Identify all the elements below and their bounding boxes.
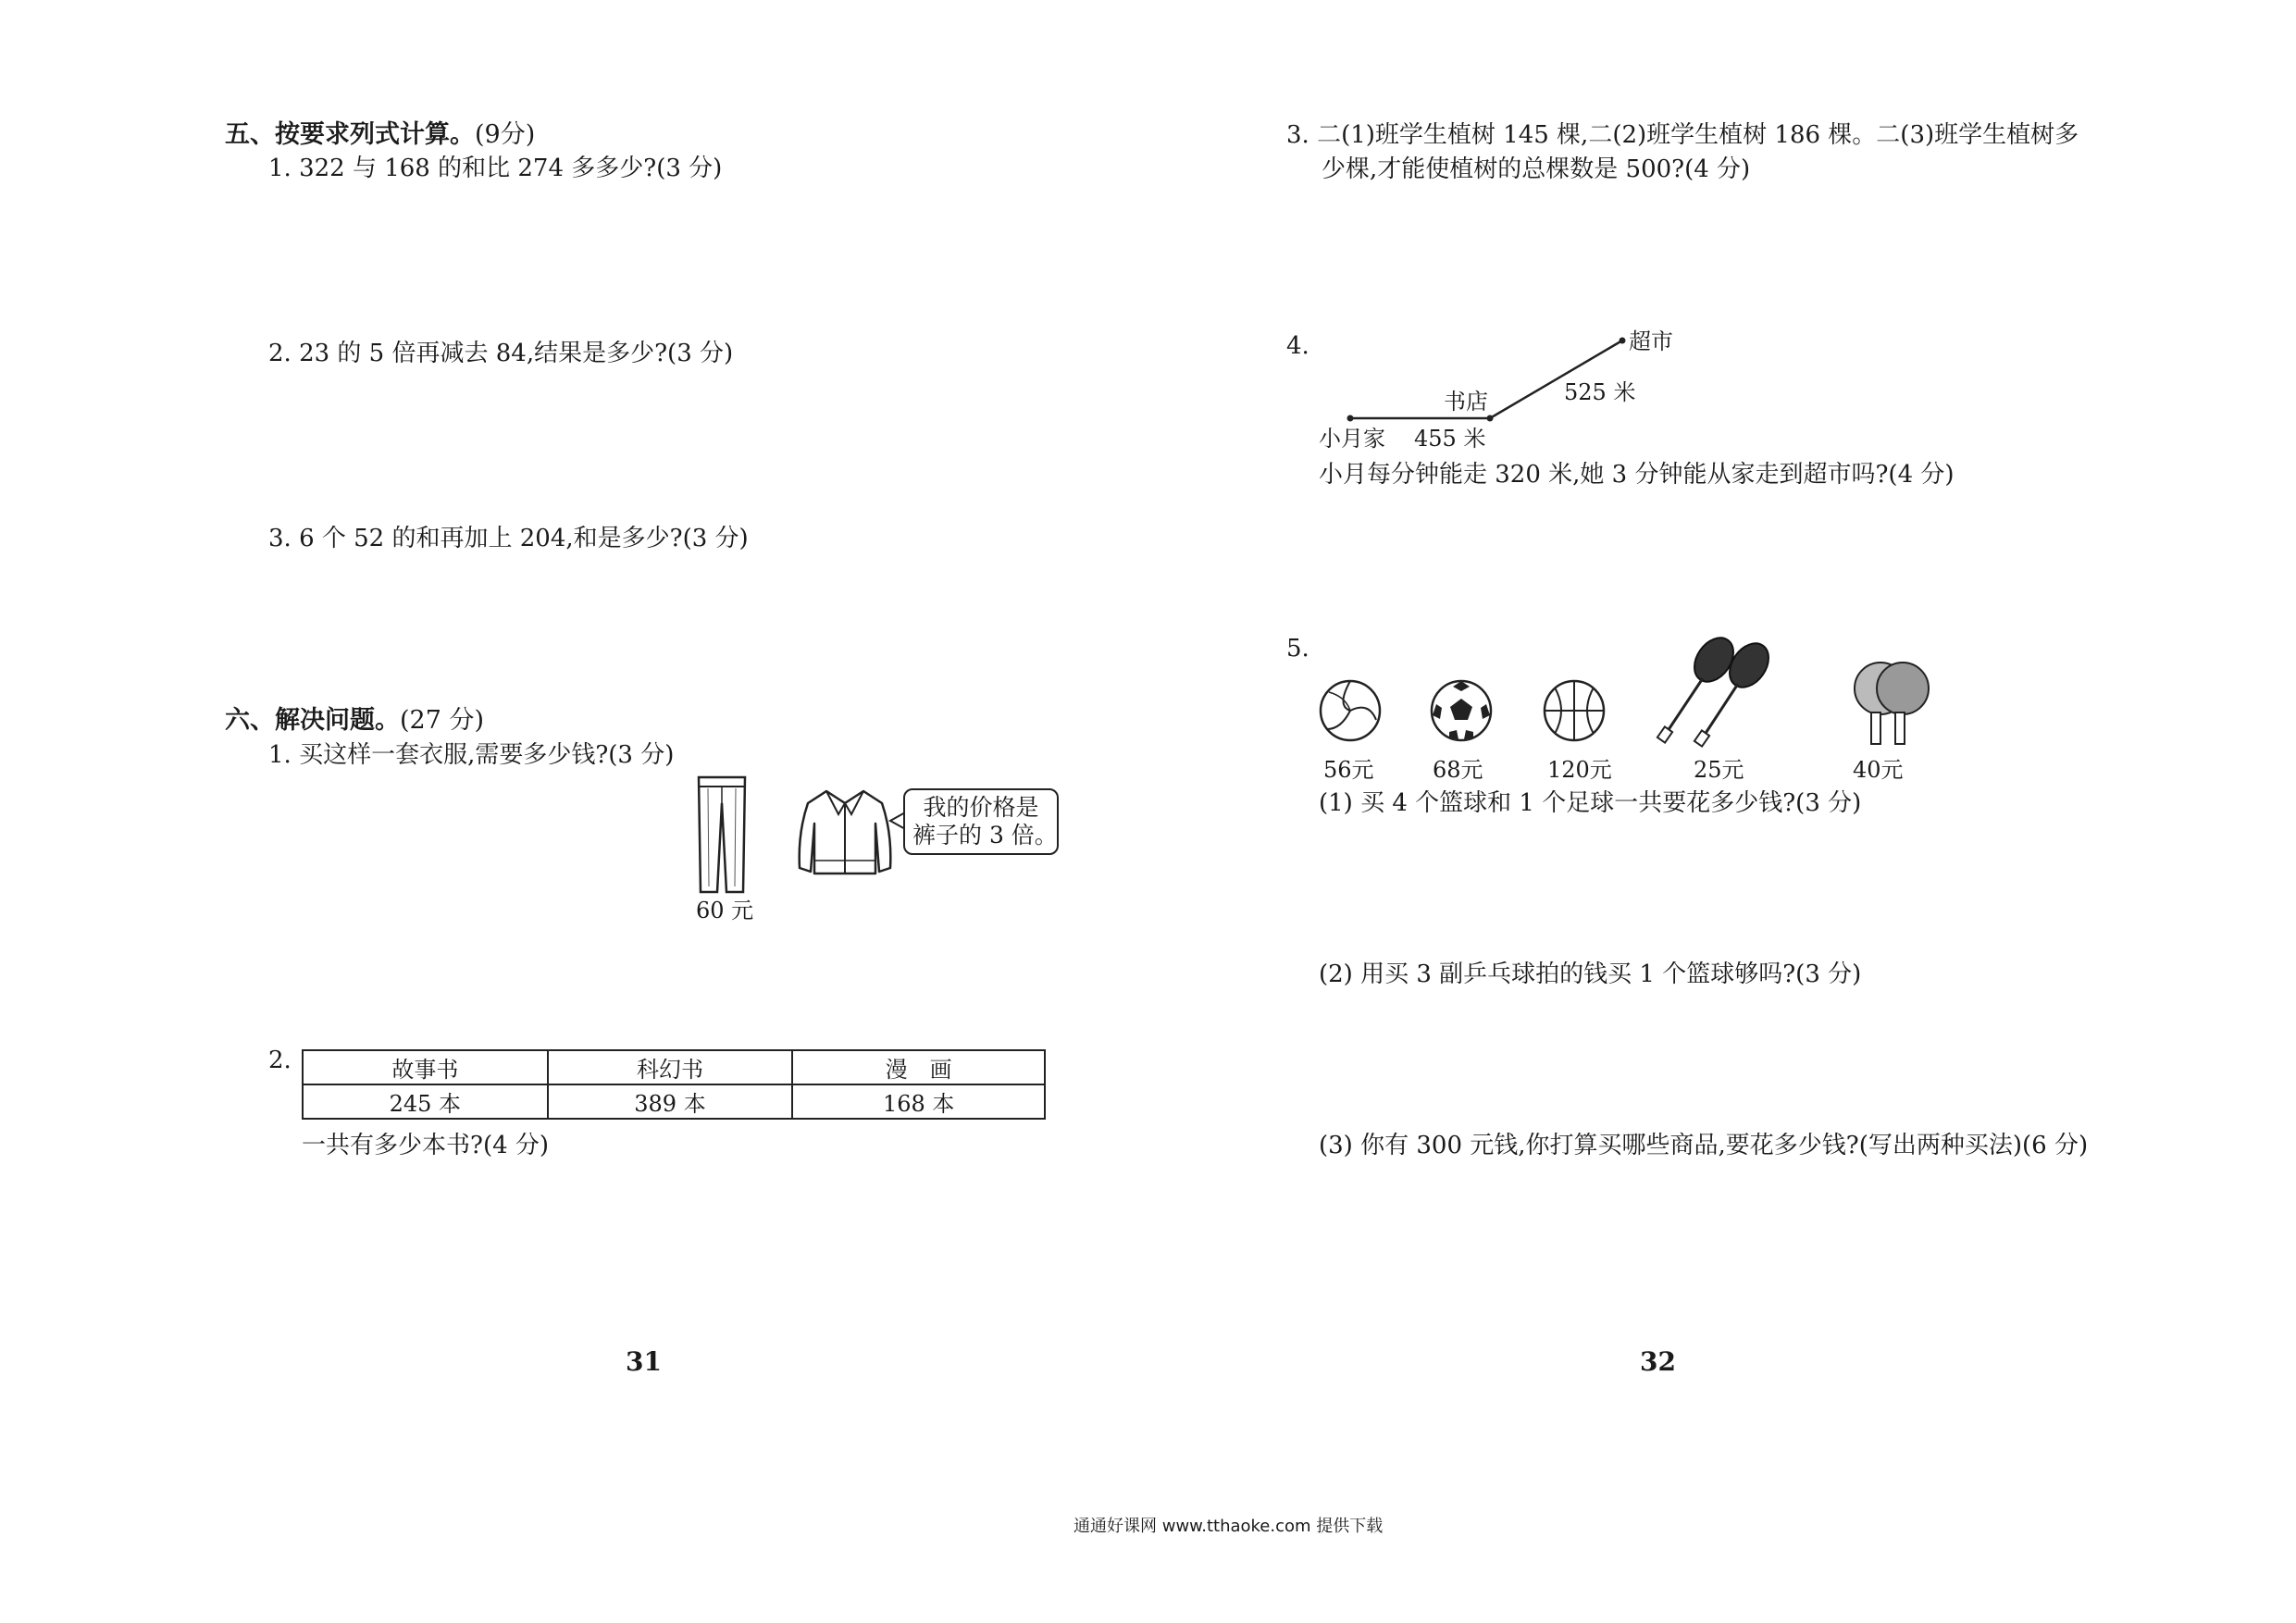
badminton-rackets-icon [1657,634,1777,745]
label-distance-2: 525 米 [1564,379,1636,405]
section6-title [225,706,484,736]
page-number-left: 31 [626,1346,662,1377]
section5-q2: 2. 23 的 5 倍再减去 84,结果是多少?(3 分) [268,340,734,367]
right-q4-number: 4. [1286,332,1309,360]
section5-points: (9分) [475,120,536,149]
page-number-right: 32 [1640,1346,1676,1377]
table-row [303,1084,1045,1119]
pants-price: 60 元 [696,898,754,923]
section5-title-text: 五、按要求列式计算。 [225,120,475,149]
right-q5-sub3: (3) 你有 300 元钱,你打算买哪些商品,要花多少钱?(写出两种买法)(6 分) [1319,1132,2089,1159]
ping-pong-paddles-icon [1851,657,1934,750]
table-header-cell: 故事书 [303,1050,548,1084]
footer-credit: 通通好课网 www.tthaoke.com 提供下载 [1074,1517,1384,1536]
section6-q1: 1. 买这样一套衣服,需要多少钱?(3 分) [268,741,675,769]
right-q3-line2: 少棵,才能使植树的总棵数是 500?(4 分) [1322,155,1751,183]
section5-q1: 1. 322 与 168 的和比 274 多多少?(3 分) [268,155,723,182]
table-cell: 245 本 [303,1084,548,1119]
right-q5-number: 5. [1286,635,1309,663]
soccer-ball-icon [1429,678,1494,743]
volleyball-icon [1318,678,1383,743]
table-cell: 389 本 [548,1084,793,1119]
section6-q2-number: 2. [268,1047,292,1074]
pants-illustration [694,775,750,894]
price-soccer-ball: 68元 [1433,757,1483,783]
section5-q3: 3. 6 个 52 的和再加上 204,和是多少?(3 分) [268,525,749,552]
jacket-price-bubble [903,788,1059,855]
label-home: 小月家 [1319,426,1385,452]
basketball-icon [1542,678,1607,743]
table-header-row [303,1050,1045,1084]
section6-title-text: 六、解决问题。 [225,706,400,735]
bubble-line2: 裤子的 3 倍。 [912,822,1058,849]
price-badminton: 25元 [1694,757,1744,783]
right-q4-question: 小月每分钟能走 320 米,她 3 分钟能从家走到超市吗?(4 分) [1319,461,1955,489]
table-cell: 168 本 [792,1084,1045,1119]
label-supermarket: 超市 [1629,328,1673,354]
right-q3-line1: 3. 二(1)班学生植树 145 棵,二(2)班学生植树 186 棵。二(3)班学生植树多 [1286,121,2079,149]
section5-title [225,120,535,150]
price-volleyball: 56元 [1323,757,1374,783]
section6-points: (27 分) [400,706,485,735]
price-basketball: 120元 [1547,757,1612,783]
bubble-line1: 我的价格是 [923,794,1039,821]
price-ping-pong: 40元 [1853,757,1904,783]
label-distance-1: 455 米 [1414,426,1486,452]
label-bookstore: 书店 [1444,389,1488,415]
section6-q2-text: 一共有多少本书?(4 分) [302,1132,550,1159]
right-q5-sub1: (1) 买 4 个篮球和 1 个足球一共要花多少钱?(3 分) [1319,789,1862,817]
books-table [302,1049,1046,1120]
jacket-illustration [794,787,896,879]
right-q5-sub2: (2) 用买 3 副乒乓球拍的钱买 1 个篮球够吗?(3 分) [1319,960,1862,988]
table-header-cell: 漫 画 [792,1050,1045,1084]
table-header-cell: 科幻书 [548,1050,793,1084]
